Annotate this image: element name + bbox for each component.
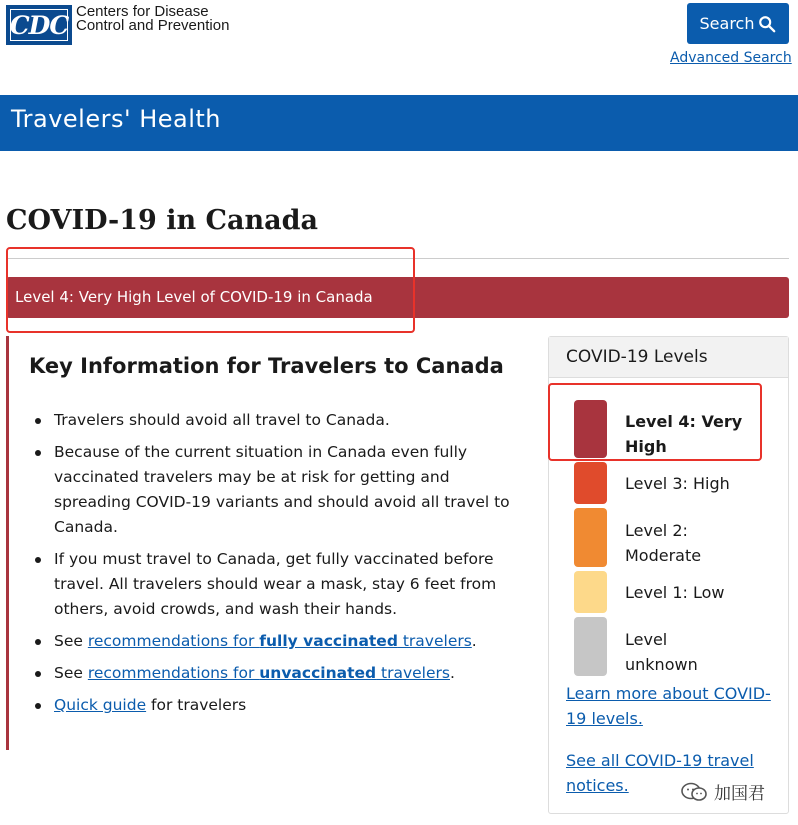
cdc-logo-text [76, 5, 229, 33]
unvaccinated-link[interactable] [88, 664, 450, 682]
top-header [0, 0, 798, 95]
annotation-highlight-level [548, 383, 762, 461]
level-2-swatch [574, 508, 607, 567]
watermark-text: 加国君 [714, 784, 765, 804]
level-1-swatch [574, 571, 607, 613]
list-item-suffix: . [449, 664, 455, 682]
link-text: travelers [397, 632, 472, 650]
level-unknown-label: Level unknown [625, 630, 698, 674]
list-item [54, 440, 514, 540]
list-item-suffix: for travelers [146, 696, 247, 714]
watermark [680, 779, 765, 804]
advanced-search-link[interactable]: Advanced Search [670, 50, 792, 66]
list-item [54, 693, 514, 718]
logo-line-2: Control and Prevention [76, 17, 230, 34]
list-item [54, 547, 514, 622]
link-text-bold: fully vaccinated [259, 632, 398, 650]
site-title-bar [0, 95, 798, 151]
link-text: travelers [376, 664, 450, 682]
quick-guide-link[interactable]: Quick guide [54, 696, 147, 714]
fully-vaccinated-link[interactable] [88, 632, 472, 650]
key-info-list [54, 408, 514, 725]
list-item-suffix: . [471, 632, 477, 650]
link-text: recommendations for [87, 664, 260, 682]
annotation-highlight-banner [6, 247, 415, 333]
key-info-panel [6, 336, 526, 750]
cdc-logo[interactable] [6, 5, 229, 45]
site-title[interactable]: Travelers' Health [11, 105, 222, 133]
list-item-prefix: See [54, 632, 88, 650]
chat-bubble-icon [680, 781, 708, 803]
level-3-swatch [574, 462, 607, 504]
search-button[interactable] [687, 3, 789, 44]
learn-more-levels-link[interactable]: Learn more about COVID-19 levels. [566, 684, 771, 728]
level-3-label: Level 3: High [625, 474, 730, 493]
link-text: recommendations for [87, 632, 260, 650]
cdc-logo-mark [6, 5, 72, 45]
level-1-label: Level 1: Low [625, 583, 725, 602]
search-icon [758, 15, 776, 33]
level-unknown-swatch [574, 617, 607, 676]
page-title: COVID-19 in Canada [6, 205, 318, 236]
list-item [54, 408, 514, 433]
cdc-logo-letters: CDC [9, 10, 69, 40]
levels-card-header [549, 337, 788, 378]
search-button-label: Search [699, 14, 755, 33]
list-item [54, 661, 514, 686]
list-item-text: Because of the current situation in Canada even fully vaccinated travelers may be at risk for getting and spreading COVID-19 variants and should avoid all travel to Canada. [54, 443, 510, 536]
list-item [54, 629, 514, 654]
level-banner-text: Level 4: Very High Level of COVID-19 in Canada [15, 288, 373, 306]
level-2-label: Level 2: Moderate [625, 521, 702, 565]
levels-card-title: COVID-19 Levels [566, 347, 708, 367]
level-4-label: Level 4: Very High [625, 412, 743, 456]
link-text-bold: unvaccinated [259, 664, 377, 682]
logo-line-1: Centers for Disease [76, 3, 209, 20]
see-all-notices-link[interactable]: See all COVID-19 travel notices. [566, 751, 754, 795]
list-item-text: If you must travel to Canada, get fully vaccinated before travel. All travelers should wear a mask, stay 6 feet from others, avoid crowds, and wash their hands. [54, 550, 497, 618]
key-info-title: Key Information for Travelers to Canada [29, 354, 504, 378]
list-item-prefix: See [54, 664, 88, 682]
list-item-text: Travelers should avoid all travel to Canada. [54, 411, 390, 429]
